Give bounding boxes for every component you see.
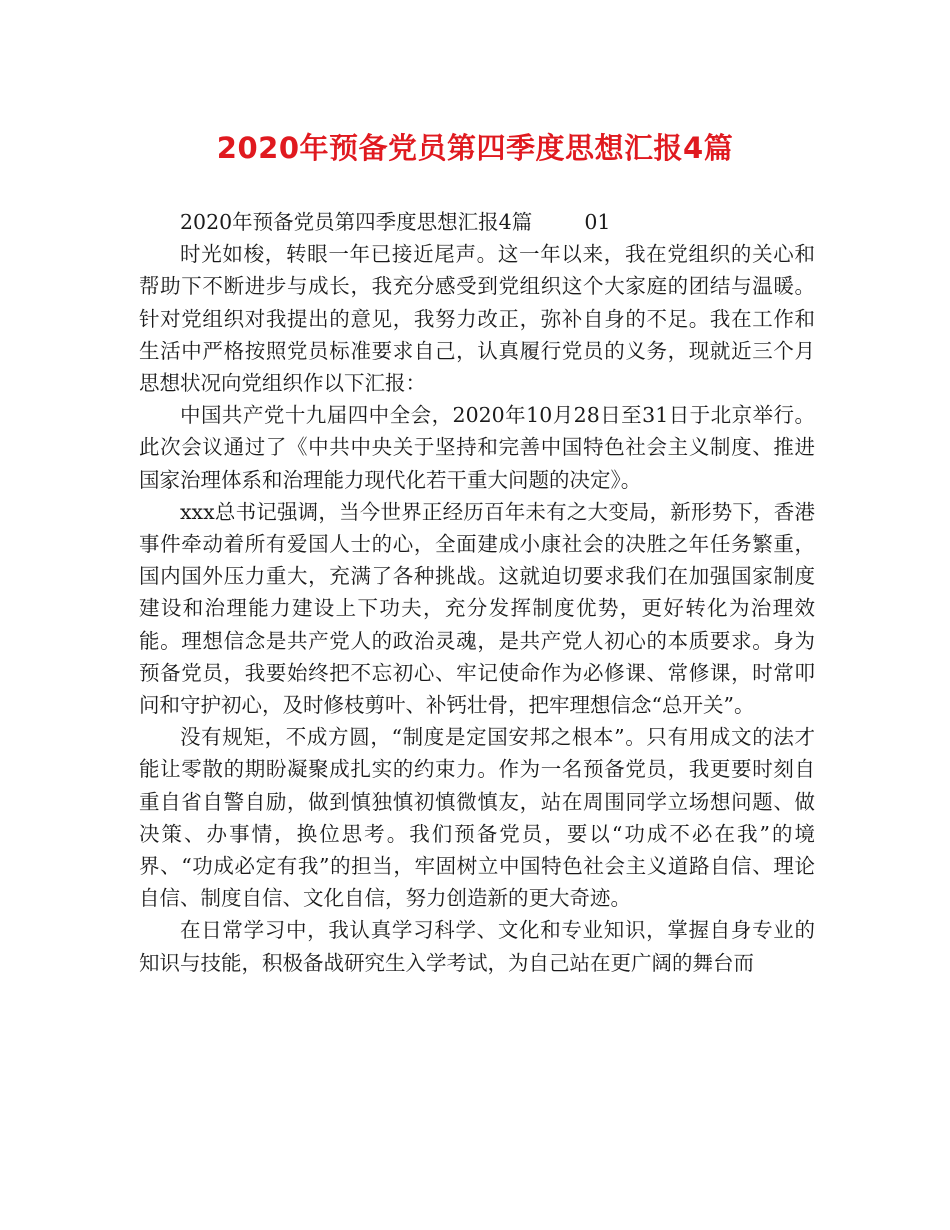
- paragraph: 中国共产党十九届四中全会，2020年10月28日至31日于北京举行。此次会议通过了《中共中央关于坚持和完善中国特色社会主义制度、推进国家治理体系和治理能力现代化若干重大问题的决定》。: [139, 403, 815, 492]
- paragraph: xxx总书记强调，当今世界正经历百年未有之大变局，新形势下，香港事件牵动着所有爱国人士的心，全面建成小康社会的决胜之年任务繁重，国内国外压力重大，充满了各种挑战。这就迫切要求我们在加强国家制度建设和治理能力建设上下功夫，充分发挥制度优势，更好转化为治理效能。理想信念是共产党人的政治灵魂，是共产党人初心的本质要求。身为预备党员，我要始终把不忘初心、牢记使命作为必修课、常修课，时常叩问和守护初心，及时修枝剪叶、补钙壮骨，把牢理想信念“总开关”。: [139, 499, 815, 718]
- paragraph: 没有规矩，不成方圆，“制度是定国安邦之根本”。只有用成文的法才能让零散的期盼凝聚成扎实的约束力。作为一名预备党员，我更要时刻自重自省自警自励，做到慎独慎初慎微慎友，站在周围同学立场想问题、做决策、办事情，换位思考。我们预备党员，要以“功成不必在我”的境界、“功成必定有我”的担当，牢固树立中国特色社会主义道路自信、理论自信、制度自信、文化自信，努力创造新的更大奇迹。: [139, 725, 815, 911]
- paragraph: 时光如梭，转眼一年已接近尾声。这一年以来，我在党组织的关心和帮助下不断进步与成长，我充分感受到党组织这个大家庭的团结与温暖。针对党组织对我提出的意见，我努力改正，弥补自身的不足。我在工作和生活中严格按照党员标准要求自己，认真履行党员的义务，现就近三个月思想状况向党组织作以下汇报：: [139, 242, 815, 396]
- document-body: [139, 206, 815, 979]
- document-title: 2020年预备党员第四季度思想汇报4篇: [216, 131, 734, 165]
- section-heading: 2020年预备党员第四季度思想汇报4篇 01: [180, 210, 611, 234]
- paragraph: 在日常学习中，我认真学习科学、文化和专业知识，掌握自身专业的知识与技能，积极备战研究生入学考试，为自己站在更广阔的舞台而: [139, 918, 815, 975]
